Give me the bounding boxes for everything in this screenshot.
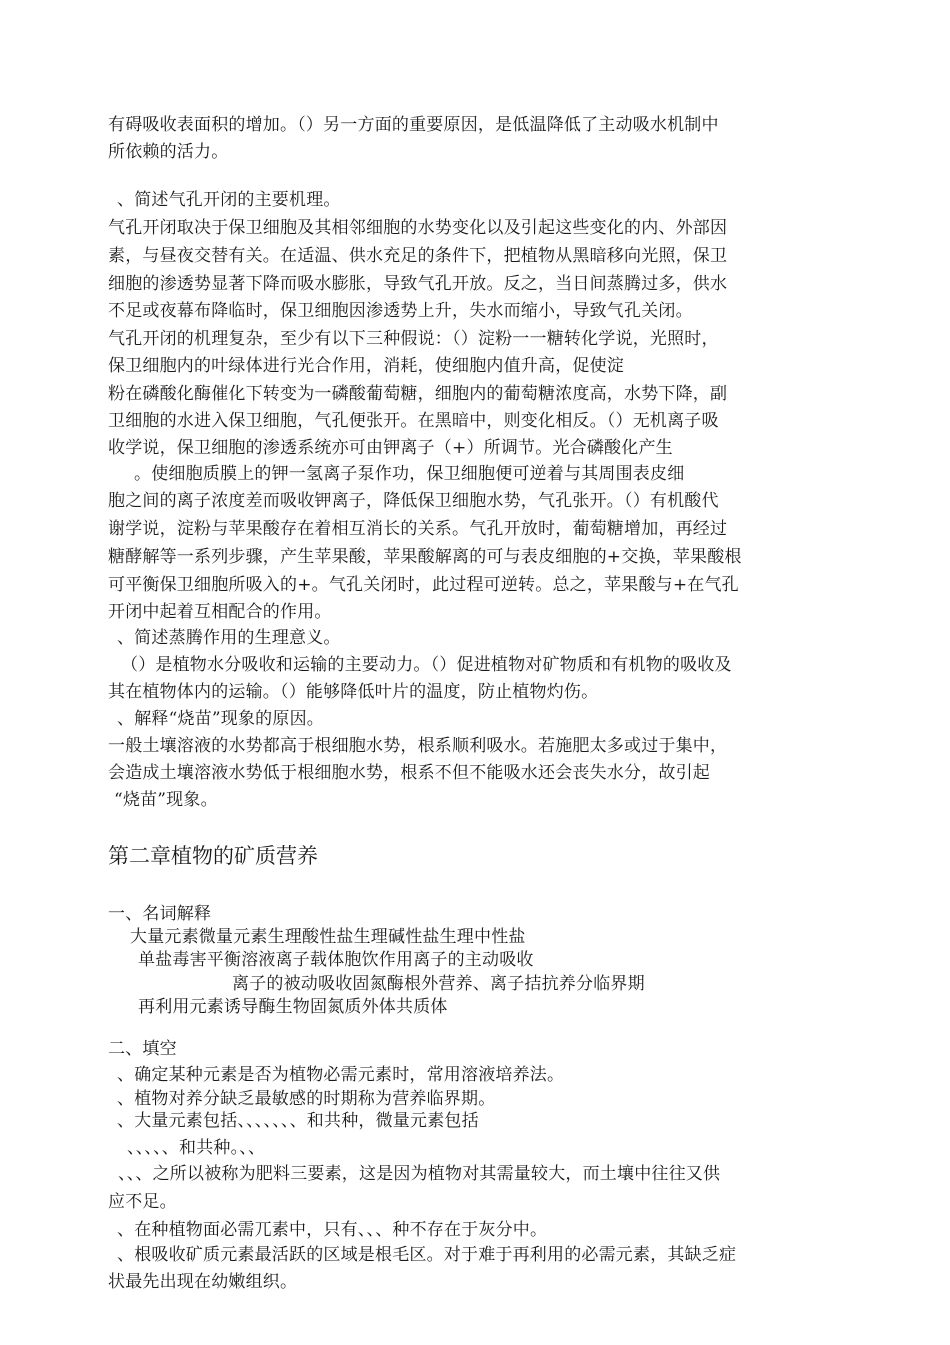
- text-line: 其在植物体内的运输。（）能够降低叶片的温度，防止植物灼伤。: [108, 682, 599, 702]
- term-list-line: 离子的被动吸收固氮酶根外营养、离子拮抗养分临界期: [232, 974, 645, 994]
- text-line: 会造成土壤溶液水势低于根细胞水势，根系不但不能吸水还会丧失水分，故引起: [108, 763, 710, 783]
- fill-item: 、在种植物面必需兀素中，只有、、、种不存在于灰分中。: [117, 1220, 548, 1240]
- text-line: 胞之间的离子浓度差而吸收钾离子，降低保卫细胞水势，气孔张开。（）有机酸代: [108, 491, 719, 511]
- term-list-line: 大量元素微量元素生理酸性盐生理碱性盐生理中性盐: [130, 927, 526, 947]
- text-line: 不足或夜幕布降临时，保卫细胞因渗透势上升，失水而缩小，导致气孔关闭。: [108, 301, 693, 321]
- section-question: 、简述气孔开闭的主要机理。: [117, 190, 341, 210]
- text-line: 气孔开闭取决于保卫细胞及其相邻细胞的水势变化以及引起这些变化的内、外部因: [108, 218, 728, 238]
- text-line: 所依赖的活力。: [108, 142, 229, 162]
- fill-item: 应不足。: [108, 1192, 177, 1212]
- fill-item: 、、、之所以被称为肥料三要素，这是因为植物对其需量较大，而土壤中往往又供: [118, 1164, 721, 1184]
- section-question: 、解释“烧苗”现象的原因。: [117, 709, 324, 729]
- term-list-line: 单盐毒害平衡溶液离子载体胞饮作用离子的主动吸收: [138, 950, 534, 970]
- text-line: 气孔开闭的机理复杂，至少有以下三种假说：（）淀粉一一糖转化学说，光照时，: [108, 329, 719, 349]
- chapter-title: 第二章植物的矿质营养: [108, 844, 318, 868]
- section-heading: 一、名词解释: [108, 904, 212, 924]
- fill-item: 、根吸收矿质元素最活跃的区域是根毛区。对于难于再利用的必需元素，其缺乏症: [117, 1245, 737, 1265]
- section-heading: 二、填空: [108, 1039, 177, 1059]
- fill-item: 、确定某种元素是否为植物必需元素时，常用溶液培养法。: [117, 1065, 565, 1085]
- text-line: 糖酵解等一系列步骤，产生苹果酸，苹果酸解离的可与表皮细胞的+交换，苹果酸根: [108, 547, 742, 567]
- text-line: 有碍吸收表面积的增加。（）另一方面的重要原因，是低温降低了主动吸水机制中: [108, 115, 719, 135]
- text-line: 谢学说，淀粉与苹果酸存在着相互消长的关系。气孔开放时，葡萄糖增加，再经过: [108, 519, 728, 539]
- text-line: 一般土壤溶液的水势都高于根细胞水势，根系顺利吸水。若施肥太多或过于集中，: [108, 736, 728, 756]
- text-line: 。使细胞质膜上的钾一氢离子泵作功，保卫细胞便可逆着与其周围表皮细: [134, 464, 685, 484]
- text-line: 细胞的渗透势显著下降而吸水膨胀，导致气孔开放。反之，当日间蒸腾过多，供水: [108, 274, 728, 294]
- text-line: 卫细胞的水进入保卫细胞，气孔便张开。在黑暗中，则变化相反。（）无机离子吸: [108, 411, 719, 431]
- text-line: （）是植物水分吸收和运输的主要动力。（）促进植物对矿物质和有机物的吸收及: [121, 655, 732, 675]
- term-list-line: 再利用元素诱导酶生物固氮质外体共质体: [138, 997, 448, 1017]
- fill-item: 状最先出现在幼嫩组织。: [108, 1272, 298, 1292]
- text-line: 保卫细胞内的叶绿体进行光合作用，消耗，使细胞内值升高，促使淀: [108, 356, 624, 376]
- fill-item: 、大量元素包括、、、、、、、和共种，微量元素包括: [117, 1111, 479, 1131]
- text-line: 素，与昼夜交替有关。在适温、供水充足的条件下，把植物从黑暗移向光照，保卫: [108, 246, 728, 266]
- fill-item: 、、、、、和共种。、、: [127, 1138, 266, 1158]
- text-line: 粉在磷酸化酶催化下转变为一磷酸葡萄糖，细胞内的葡萄糖浓度高，水势下降，副: [108, 384, 728, 404]
- text-line: “烧苗”现象。: [114, 790, 218, 810]
- section-question: 、简述蒸腾作用的生理意义。: [117, 628, 341, 648]
- fill-item: 、植物对养分缺乏最敏感的时期称为营养临界期。: [117, 1089, 496, 1109]
- text-line: 收学说，保卫细胞的渗透系统亦可由钾离子（+）所调节。光合磷酸化产生: [108, 438, 673, 458]
- text-line: 开闭中起着互相配合的作用。: [108, 602, 332, 622]
- text-line: 可平衡保卫细胞所吸入的+。气孔关闭时，此过程可逆转。总之，苹果酸与+在气孔: [108, 575, 739, 595]
